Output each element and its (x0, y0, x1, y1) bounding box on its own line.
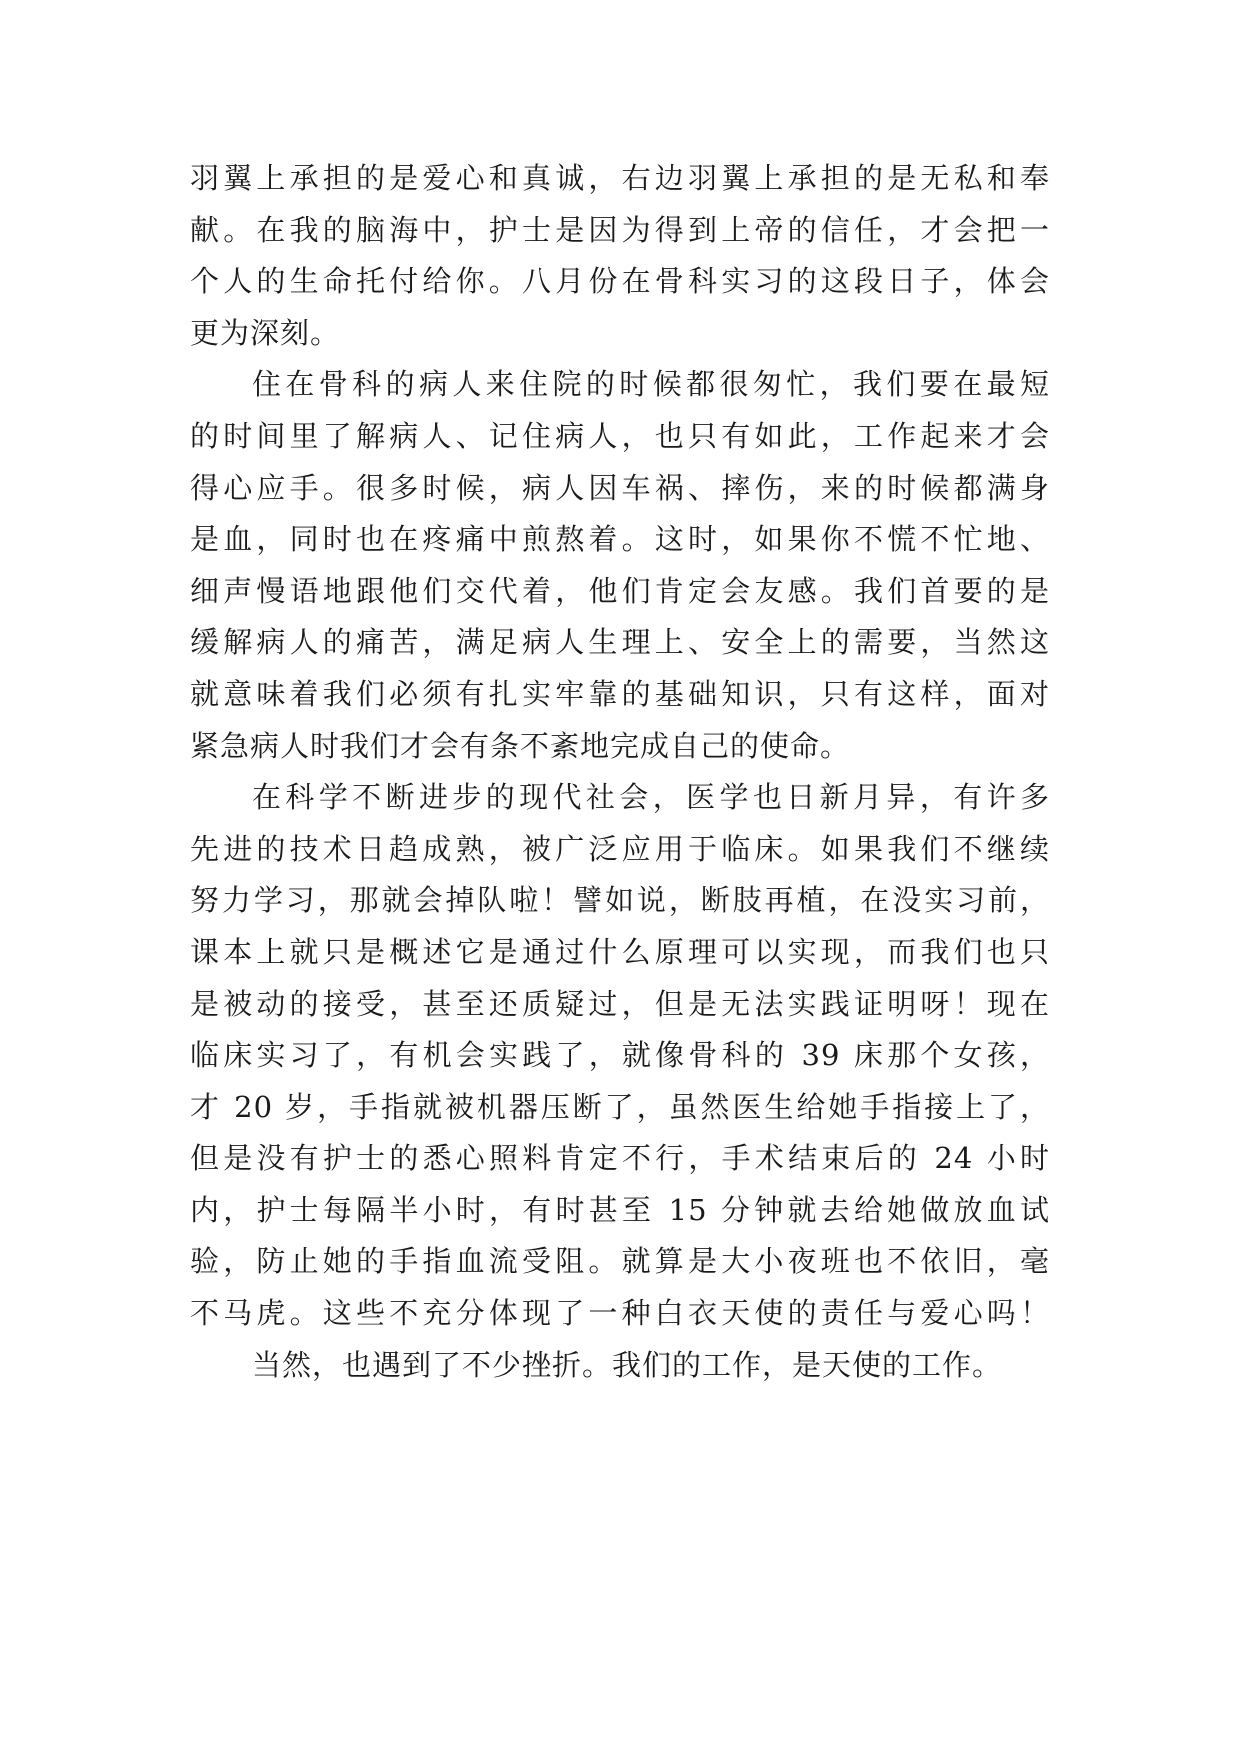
text-line: 的时间里了解病人、记住病人，也只有如此，工作起来才会 (190, 418, 1050, 453)
text-line: 羽翼上承担的是爱心和真诚，右边羽翼上承担的是无私和奉 (190, 161, 1050, 195)
text-line: 更为深刻。 (190, 315, 341, 350)
text-line: 不马虎。这些不充分体现了一种白衣天使的责任与爱心吗！ (190, 1296, 1050, 1331)
text-line: 就意味着我们必须有扎实牢靠的基础知识，只有这样，面对 (190, 676, 1050, 711)
text-line: 献。在我的脑海中，护士是因为得到上帝的信任，才会把一 (190, 212, 1050, 247)
text-line: 缓解病人的痛苦，满足病人生理上、安全上的需要，当然这 (190, 625, 1050, 660)
text-line: 个人的生命托付给你。八月份在骨科实习的这段日子，体会 (190, 264, 1050, 299)
text-line: 得心应手。很多时候，病人因车祸、摔伤，来的时候都满身 (190, 470, 1050, 505)
text-line: 是被动的接受，甚至还质疑过，但是无法实践证明呀！现在 (190, 986, 1050, 1021)
paragraph-start-line: 住在骨科的病人来住院的时候都很匆忙，我们要在最短 (252, 367, 1050, 402)
text-line: 验，防止她的手指血流受阻。就算是大小夜班也不依旧，毫 (190, 1244, 1050, 1279)
text-line: 细声慢语地跟他们交代着，他们肯定会友感。我们首要的是 (190, 573, 1050, 608)
text-line: 是血，同时也在疼痛中煎熬着。这时，如果你不慌不忙地、 (190, 522, 1050, 557)
paragraph-start-line: 当然，也遇到了不少挫折。我们的工作，是天使的工作。 (252, 1347, 1003, 1382)
text-line: 紧急病人时我们才会有条不紊地完成自己的使命。 (190, 728, 851, 763)
text-line: 但是没有护士的悉心照料肯定不行，手术结束后的 24 小时 (190, 1141, 1050, 1176)
text-line: 才 20 岁，手指就被机器压断了，虽然医生给她手指接上了， (190, 1089, 1050, 1124)
text-line: 先进的技术日趋成熟，被广泛应用于临床。如果我们不继续 (190, 831, 1050, 866)
text-line: 努力学习，那就会掉队啦！譬如说，断肢再植，在没实习前， (190, 883, 1050, 918)
text-line: 临床实习了，有机会实践了，就像骨科的 39 床那个女孩， (190, 1038, 1050, 1073)
body-text (190, 153, 1050, 1391)
text-line: 内，护士每隔半小时，有时甚至 15 分钟就去给她做放血试 (190, 1192, 1050, 1227)
paragraph-start-line: 在科学不断进步的现代社会，医学也日新月异，有许多 (252, 780, 1050, 815)
text-line: 课本上就只是概述它是通过什么原理可以实现，而我们也只 (190, 934, 1050, 969)
